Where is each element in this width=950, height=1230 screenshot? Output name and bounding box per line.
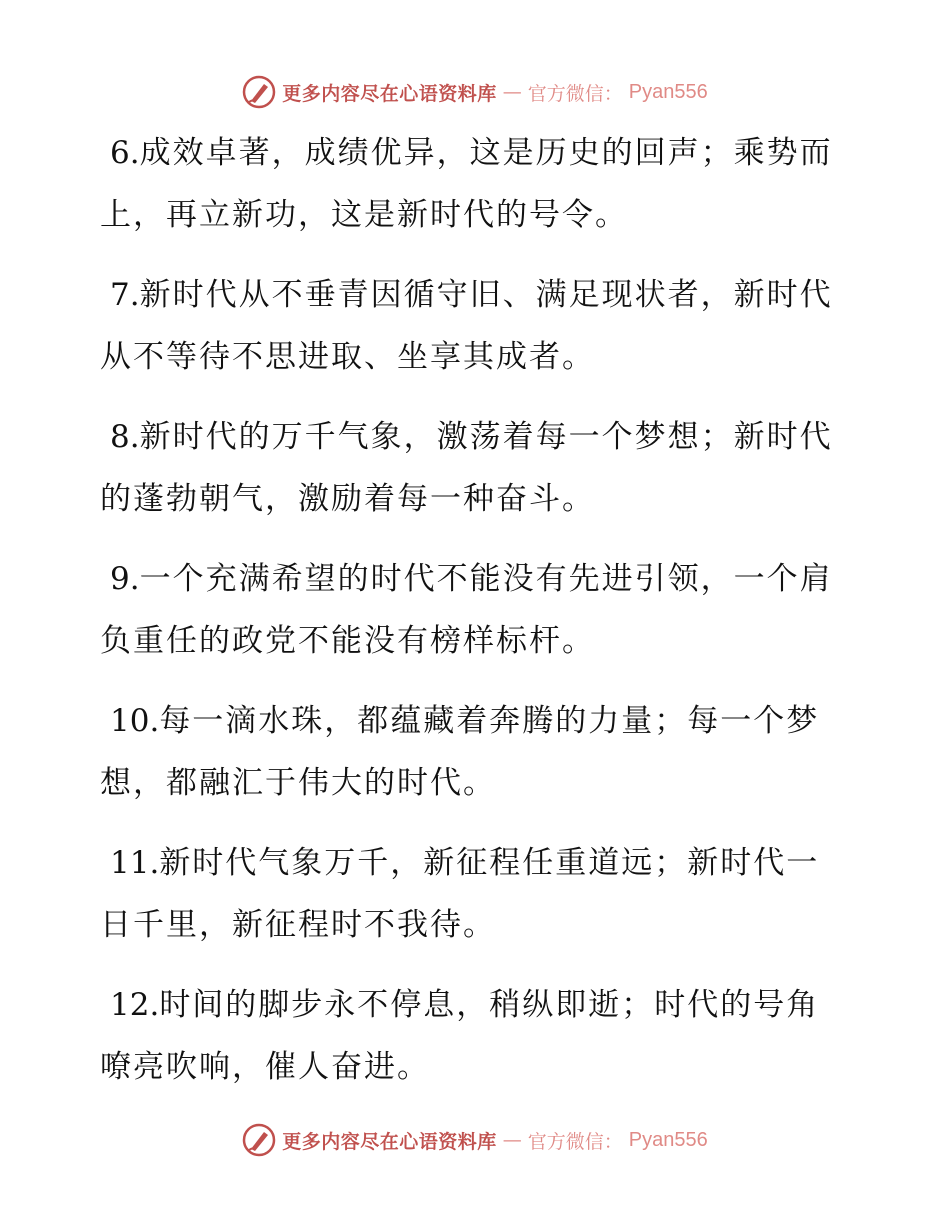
document-body — [100, 122, 840, 1116]
header-watermark — [0, 72, 950, 112]
list-item — [100, 122, 840, 246]
watermark-wechat-label: 官方微信： — [527, 82, 623, 105]
item-text: 成效卓著，成绩优异，这是历史的回声；乘势而上，再立新功，这是新时代的号令。 — [100, 135, 833, 233]
item-number: 9. — [110, 561, 140, 597]
watermark-text: 更多内容尽在心语资料库 — [282, 82, 497, 105]
quill-pen-logo-icon — [242, 1123, 276, 1157]
item-text: 一个充满希望的时代不能没有先进引领，一个肩负重任的政党不能没有榜样标杆。 — [100, 561, 833, 659]
watermark-dash: — — [502, 1129, 522, 1151]
list-item — [100, 690, 840, 814]
item-number: 7. — [110, 277, 140, 313]
item-text: 新时代气象万千，新征程任重道远；新时代一日千里，新征程时不我待。 — [100, 845, 820, 943]
quill-pen-logo-icon — [242, 75, 276, 109]
item-text: 新时代的万千气象，激荡着每一个梦想；新时代的蓬勃朝气，激励着每一种奋斗。 — [100, 419, 833, 517]
watermark-text: 更多内容尽在心语资料库 — [282, 1130, 497, 1153]
list-item — [100, 264, 840, 388]
item-number: 10. — [110, 703, 160, 739]
item-number: 11. — [110, 845, 160, 881]
item-text: 每一滴水珠，都蕴藏着奔腾的力量；每一个梦想，都融汇于伟大的时代。 — [100, 703, 820, 801]
item-number: 8. — [110, 419, 140, 455]
item-text: 新时代从不垂青因循守旧、满足现状者，新时代从不等待不思进取、坐享其成者。 — [100, 277, 833, 375]
watermark-wechat-id: Pyan556 — [628, 80, 708, 103]
list-item — [100, 548, 840, 672]
item-number: 6. — [110, 135, 140, 171]
footer-watermark — [0, 1120, 950, 1160]
watermark-wechat-id: Pyan556 — [628, 1128, 708, 1151]
watermark-wechat-label: 官方微信： — [527, 1130, 623, 1153]
list-item — [100, 406, 840, 530]
item-number: 12. — [110, 987, 160, 1023]
list-item — [100, 974, 840, 1098]
watermark-dash: — — [502, 81, 522, 103]
list-item — [100, 832, 840, 956]
item-text: 时间的脚步永不停息，稍纵即逝；时代的号角嘹亮吹响，催人奋进。 — [100, 987, 820, 1085]
